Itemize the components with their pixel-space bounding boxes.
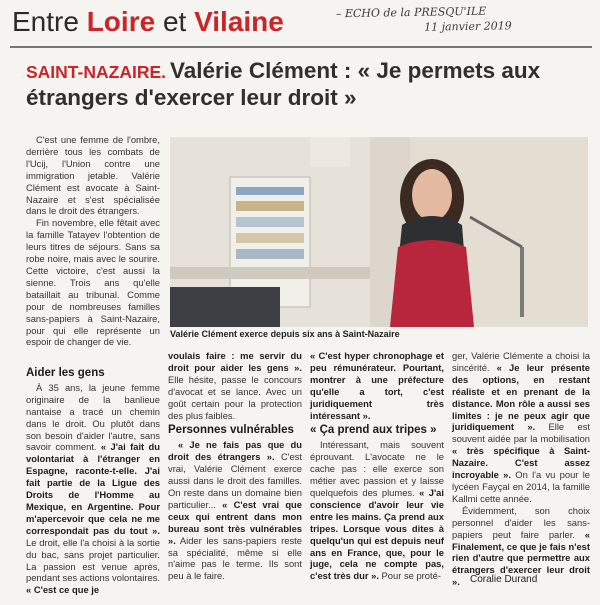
text-run: On l'a vu pour le lycéen Fayçal en 2014, la famille Kallmi cette année. [452,469,590,504]
photo-caption: Valérie Clément exerce depuis six ans à Saint-Nazaire [170,329,400,339]
subhead-tripes: « Ça prend aux tripes » [310,424,437,437]
quote-run: « C'est vrai que ceux qui entrent dans mon bureau sont très vulnérables ». [168,498,302,546]
column-3-paragraph [310,439,444,582]
text-run: Intéressant, mais souvent éprouvant. L'avocate ne le cache pas : elle exerce son métier avec passion et y laisse quelquefois des plumes. [310,439,444,498]
masthead-word-et: et [155,6,195,37]
article-headline [26,58,592,110]
article-column-4 [452,350,590,588]
text-run: Évidemment, son choix personnel d'aider les sans-papiers peut faire parler. [452,504,590,540]
column-1-paragraph [26,382,160,596]
intro-paragraph: C'est une femme de l'ombre, derrière tous les combats de l'Ucij, l'Union contre une immigration jetable. Valérie Clément est avocate à Saint-Nazaire et s'est spécialisée dans le droit des étrangers. [26,134,160,217]
text-run: À 35 ans, la jeune femme originaire de la banlieue nantaise a tracé un chemin dans le droit. Ou plutôt dans son besoin d'aider l'autre, sans savoir comment. [26,381,160,453]
article-column-1 [26,364,160,596]
masthead-word-vilaine: Vilaine [194,6,284,37]
text-run: Elle est souvent aidée par la mobilisation [452,421,590,445]
author-byline: Coralie Durand [470,574,538,585]
masthead-word-loire: Loire [86,6,156,37]
quote-run: « Je ne fais pas que du droit des étrangers ». [168,439,302,463]
article-column-3 [310,350,444,582]
text-run: Pour se proté- [378,570,441,582]
portrait-photo [170,137,588,327]
headline-kicker: SAINT-NAZAIRE. [26,62,166,82]
quote-run: « C'est hyper chronophage et peu rémunérateur. Pourtant, montrer à une préfecture qu'elle a tort, c'est juridiquement très intéressant ». [310,350,444,421]
quote-run: « très spécifique à Saint-Nazaire. C'est assez incroyable ». [452,445,590,481]
handnote-date: 11 janvier 2019 [424,19,512,34]
text-run: Aider les sans-papiers reste sa spécialité, même si elle n'aime pas le terme. Ils sont peu à le faire. [168,534,302,582]
subhead-vulnerables: Personnes vulnérables [168,424,294,437]
quote-run: « Je leur présente des options, en restant réaliste et en prenant de la distance. Mon rôle a aussi ses limites : je ne peux agir que juridiquement ». [452,361,590,433]
quote-run: « Finalement, ce que je fais n'est rien d'autre que permettre aux étrangers d'exercer leur droit ». [452,528,590,588]
intro-paragraph: Fin novembre, elle fêtait avec la famille Tatayev l'obtention de leurs titres de séjours. Sans sa robe noire, mais avec le sourire. Cette victoire, c'est aussi la sienne. Trois ans qu'elle bataillait au tribunal. Comme pour de nombreuses familles sans-papiers à Saint-Nazaire, pour qui elle représente un espoir de changer de vie. [26,217,160,348]
masthead-word-entre: Entre [12,6,87,37]
section-masthead [12,2,284,42]
handwritten-source-note [336,2,596,37]
column-2-paragraph [168,439,302,582]
headline-title: Valérie Clément : « Je permets aux étrangers d'exercer leur droit » [26,58,541,110]
text-run: C'est vrai, Valérie Clément exerce aussi dans le droit des familles. On reste dans un domaine bien particulier... [168,451,303,510]
quote-run: « C'est ce que je [26,584,100,596]
text-run: Le droit, elle l'a choisi à la sortie du bac, sans projet particulier. La passion est venue après, pendant ses actions volontaires. [26,536,160,584]
article-column-2 [168,350,302,582]
intro-column [26,134,160,348]
office-scene-image [170,137,588,327]
column-4-paragraph [452,350,590,505]
quote-run: voulais faire : me servir du droit pour aider les gens ». [168,350,302,373]
text-run: Elle hésite, passe le concours d'avocat et se lance. Avec un goût certain pour la protection des plus faibles. [168,373,302,421]
quote-run: « J'ai conscience d'avoir leur vie entre les mains. Ça prend aux tripes. Lorsque vous dites à quelqu'un qui est depuis neuf ans en France, que, pour le juge, cela ne compte pas, c'est très dur ». [310,486,444,582]
handnote-publication: – ECHO de la PRESQU'ILE [335,4,487,21]
masthead-rule [10,46,592,48]
column-3-paragraph [310,350,444,421]
column-2-paragraph [168,350,302,421]
text-run: ger, Valérie Clémente a choisi la sincérité. [452,350,590,373]
quote-run: « J'ai fait du volontariat à l'étranger en Espagne, raconte-t-elle. J'ai fait partie de la Ligue des Droits de l'Homme au Mexique, en Argentine. Pour m'apercevoir que cela ne me correspondait pas du tout ». [26,441,160,536]
subhead-aider: Aider les gens [26,367,105,379]
